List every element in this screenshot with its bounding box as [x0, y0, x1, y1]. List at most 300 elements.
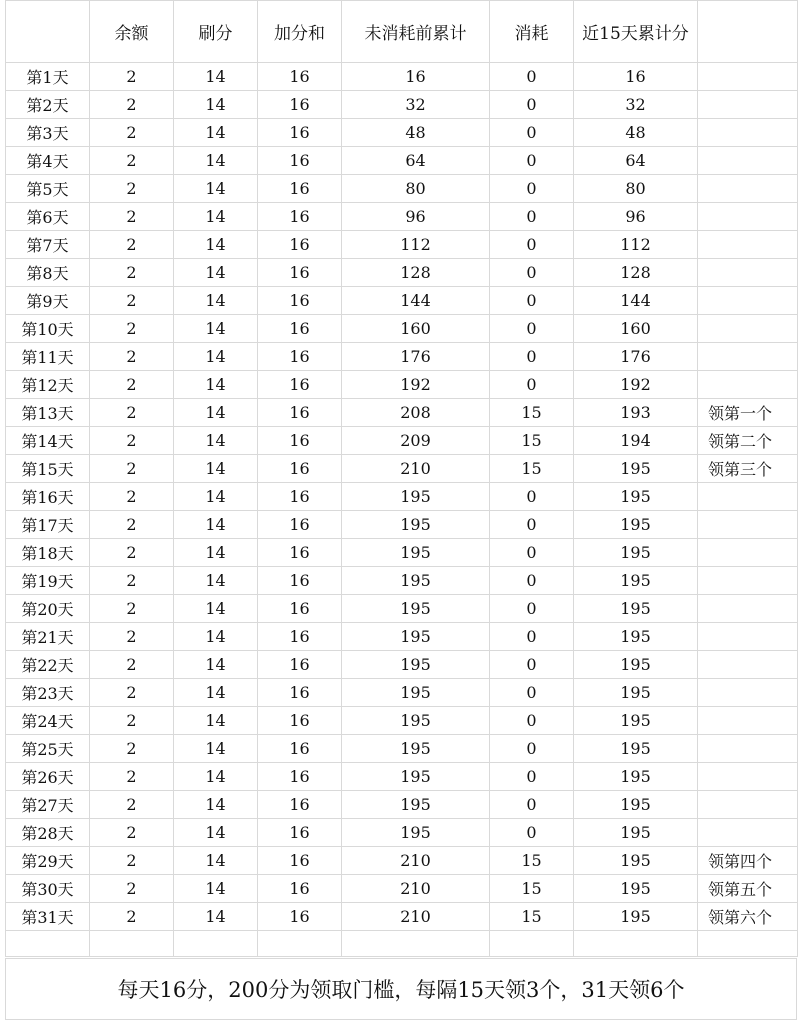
cell-note[interactable]: [698, 623, 798, 651]
cell-note[interactable]: [698, 259, 798, 287]
cell-note[interactable]: [698, 231, 798, 259]
cell-cumulative-before-spend[interactable]: 160: [342, 315, 490, 343]
cell-spent[interactable]: 0: [490, 203, 574, 231]
cell-earned[interactable]: 14: [174, 679, 258, 707]
cell-daily-sum[interactable]: 16: [258, 203, 342, 231]
cell-spent[interactable]: 15: [490, 875, 574, 903]
cell-balance[interactable]: 2: [90, 231, 174, 259]
cell-balance[interactable]: 2: [90, 791, 174, 819]
cell-cumulative-before-spend[interactable]: 144: [342, 287, 490, 315]
cell-day[interactable]: 第9天: [6, 287, 90, 315]
cell-daily-sum[interactable]: 16: [258, 315, 342, 343]
cell-note[interactable]: [698, 567, 798, 595]
empty-cell[interactable]: [258, 931, 342, 957]
cell-balance[interactable]: 2: [90, 707, 174, 735]
cell-15-day-total[interactable]: 176: [574, 343, 698, 371]
cell-15-day-total[interactable]: 195: [574, 847, 698, 875]
cell-cumulative-before-spend[interactable]: 112: [342, 231, 490, 259]
cell-day[interactable]: 第24天: [6, 707, 90, 735]
header-row: [6, 1, 798, 63]
cell-day[interactable]: 第23天: [6, 679, 90, 707]
table-row: [6, 455, 798, 483]
cell-spent[interactable]: 0: [490, 343, 574, 371]
cell-cumulative-before-spend[interactable]: 195: [342, 651, 490, 679]
empty-cell[interactable]: [174, 931, 258, 957]
cell-note[interactable]: 领第一个: [698, 399, 798, 427]
cell-15-day-total[interactable]: 195: [574, 623, 698, 651]
header-cell-balance[interactable]: 余额: [90, 1, 174, 63]
cell-earned[interactable]: 14: [174, 511, 258, 539]
cell-balance[interactable]: 2: [90, 147, 174, 175]
cell-daily-sum[interactable]: 16: [258, 679, 342, 707]
summary-note[interactable]: 每天16分，200分为领取门槛，每隔15天领3个，31天领6个: [5, 958, 797, 1020]
cell-spent[interactable]: 0: [490, 147, 574, 175]
cell-note[interactable]: [698, 595, 798, 623]
cell-note[interactable]: [698, 483, 798, 511]
cell-note[interactable]: [698, 91, 798, 119]
cell-note[interactable]: [698, 343, 798, 371]
cell-balance[interactable]: 2: [90, 651, 174, 679]
cell-daily-sum[interactable]: 16: [258, 707, 342, 735]
header-cell-15-day-total[interactable]: 近15天累计分: [574, 1, 698, 63]
cell-note[interactable]: [698, 819, 798, 847]
cell-15-day-total[interactable]: 128: [574, 259, 698, 287]
table-row: [6, 763, 798, 791]
cell-earned[interactable]: 14: [174, 539, 258, 567]
cell-earned[interactable]: 14: [174, 875, 258, 903]
cell-earned[interactable]: 14: [174, 203, 258, 231]
cell-spent[interactable]: 0: [490, 539, 574, 567]
table-row: [6, 147, 798, 175]
cell-cumulative-before-spend[interactable]: 195: [342, 483, 490, 511]
cell-day[interactable]: 第30天: [6, 875, 90, 903]
cell-day[interactable]: 第27天: [6, 791, 90, 819]
cell-cumulative-before-spend[interactable]: 210: [342, 455, 490, 483]
cell-day[interactable]: 第15天: [6, 455, 90, 483]
cell-spent[interactable]: 0: [490, 595, 574, 623]
table-row: [6, 735, 798, 763]
cell-15-day-total[interactable]: 80: [574, 175, 698, 203]
cell-day[interactable]: 第29天: [6, 847, 90, 875]
cell-day[interactable]: 第26天: [6, 763, 90, 791]
cell-spent[interactable]: 0: [490, 287, 574, 315]
cell-15-day-total[interactable]: 195: [574, 875, 698, 903]
cell-note[interactable]: [698, 511, 798, 539]
table-row: [6, 259, 798, 287]
cell-15-day-total[interactable]: 16: [574, 63, 698, 91]
cell-earned[interactable]: 14: [174, 343, 258, 371]
cell-earned[interactable]: 14: [174, 567, 258, 595]
header-cell-cumulative-before-spend[interactable]: 未消耗前累计: [342, 1, 490, 63]
cell-spent[interactable]: 15: [490, 903, 574, 931]
table-row: [6, 623, 798, 651]
cell-note[interactable]: [698, 315, 798, 343]
cell-cumulative-before-spend[interactable]: 128: [342, 259, 490, 287]
cell-note[interactable]: [698, 539, 798, 567]
cell-earned[interactable]: 14: [174, 315, 258, 343]
cell-balance[interactable]: 2: [90, 679, 174, 707]
table-row: [6, 595, 798, 623]
cell-daily-sum[interactable]: 16: [258, 623, 342, 651]
cell-15-day-total[interactable]: 195: [574, 455, 698, 483]
cell-daily-sum[interactable]: 16: [258, 903, 342, 931]
cell-note[interactable]: [698, 707, 798, 735]
cell-day[interactable]: 第11天: [6, 343, 90, 371]
empty-cell[interactable]: [6, 931, 90, 957]
cell-15-day-total[interactable]: 144: [574, 287, 698, 315]
empty-cell[interactable]: [698, 931, 798, 957]
cell-day[interactable]: 第17天: [6, 511, 90, 539]
cell-cumulative-before-spend[interactable]: 192: [342, 371, 490, 399]
empty-cell[interactable]: [574, 931, 698, 957]
cell-earned[interactable]: 14: [174, 763, 258, 791]
table-row: [6, 875, 798, 903]
cell-cumulative-before-spend[interactable]: 195: [342, 763, 490, 791]
table-row: [6, 819, 798, 847]
cell-daily-sum[interactable]: 16: [258, 427, 342, 455]
cell-earned[interactable]: 14: [174, 847, 258, 875]
cell-day[interactable]: 第3天: [6, 119, 90, 147]
header-cell-spent[interactable]: 消耗: [490, 1, 574, 63]
cell-balance[interactable]: 2: [90, 427, 174, 455]
cell-15-day-total[interactable]: 195: [574, 763, 698, 791]
cell-15-day-total[interactable]: 160: [574, 315, 698, 343]
cell-cumulative-before-spend[interactable]: 195: [342, 791, 490, 819]
table-row: [6, 231, 798, 259]
cell-spent[interactable]: 0: [490, 791, 574, 819]
cell-cumulative-before-spend[interactable]: 64: [342, 147, 490, 175]
cell-earned[interactable]: 14: [174, 903, 258, 931]
header-cell-corner[interactable]: [6, 1, 90, 63]
cell-balance[interactable]: 2: [90, 735, 174, 763]
cell-cumulative-before-spend[interactable]: 32: [342, 91, 490, 119]
cell-note[interactable]: [698, 175, 798, 203]
cell-daily-sum[interactable]: 16: [258, 147, 342, 175]
cell-balance[interactable]: 2: [90, 511, 174, 539]
table-row: [6, 371, 798, 399]
cell-day[interactable]: 第20天: [6, 595, 90, 623]
cell-note[interactable]: [698, 651, 798, 679]
cell-15-day-total[interactable]: 195: [574, 595, 698, 623]
cell-spent[interactable]: 0: [490, 651, 574, 679]
cell-daily-sum[interactable]: 16: [258, 651, 342, 679]
table-row: [6, 175, 798, 203]
cell-cumulative-before-spend[interactable]: 195: [342, 707, 490, 735]
cell-15-day-total[interactable]: 48: [574, 119, 698, 147]
cell-balance[interactable]: 2: [90, 483, 174, 511]
cell-spent[interactable]: 0: [490, 259, 574, 287]
cell-cumulative-before-spend[interactable]: 195: [342, 539, 490, 567]
cell-15-day-total[interactable]: 112: [574, 231, 698, 259]
cell-daily-sum[interactable]: 16: [258, 791, 342, 819]
cell-balance[interactable]: 2: [90, 847, 174, 875]
cell-note[interactable]: [698, 203, 798, 231]
cell-balance[interactable]: 2: [90, 763, 174, 791]
cell-day[interactable]: 第14天: [6, 427, 90, 455]
cell-daily-sum[interactable]: 16: [258, 735, 342, 763]
cell-spent[interactable]: 15: [490, 455, 574, 483]
cell-note[interactable]: 领第二个: [698, 427, 798, 455]
cell-balance[interactable]: 2: [90, 875, 174, 903]
cell-daily-sum[interactable]: 16: [258, 371, 342, 399]
table-row: [6, 791, 798, 819]
cell-spent[interactable]: 15: [490, 399, 574, 427]
cell-earned[interactable]: 14: [174, 707, 258, 735]
cell-earned[interactable]: 14: [174, 399, 258, 427]
cell-earned[interactable]: 14: [174, 231, 258, 259]
cell-note[interactable]: [698, 63, 798, 91]
cell-cumulative-before-spend[interactable]: 195: [342, 735, 490, 763]
cell-earned[interactable]: 14: [174, 91, 258, 119]
cell-spent[interactable]: 0: [490, 567, 574, 595]
table-row: [6, 707, 798, 735]
cell-daily-sum[interactable]: 16: [258, 595, 342, 623]
cell-spent[interactable]: 0: [490, 735, 574, 763]
cell-spent[interactable]: 0: [490, 119, 574, 147]
table-row: [6, 903, 798, 931]
cell-balance[interactable]: 2: [90, 539, 174, 567]
cell-balance[interactable]: 2: [90, 175, 174, 203]
cell-earned[interactable]: 14: [174, 651, 258, 679]
cell-day[interactable]: 第13天: [6, 399, 90, 427]
cell-balance[interactable]: 2: [90, 287, 174, 315]
cell-note[interactable]: 领第六个: [698, 903, 798, 931]
cell-balance[interactable]: 2: [90, 903, 174, 931]
cell-15-day-total[interactable]: 195: [574, 539, 698, 567]
cell-day[interactable]: 第18天: [6, 539, 90, 567]
cell-daily-sum[interactable]: 16: [258, 231, 342, 259]
cell-earned[interactable]: 14: [174, 147, 258, 175]
cell-daily-sum[interactable]: 16: [258, 483, 342, 511]
cell-day[interactable]: 第6天: [6, 203, 90, 231]
cell-15-day-total[interactable]: 195: [574, 651, 698, 679]
table-row: [6, 203, 798, 231]
cell-earned[interactable]: 14: [174, 287, 258, 315]
cell-spent[interactable]: 0: [490, 707, 574, 735]
cell-note[interactable]: [698, 763, 798, 791]
cell-balance[interactable]: 2: [90, 203, 174, 231]
cell-balance[interactable]: 2: [90, 343, 174, 371]
cell-day[interactable]: 第10天: [6, 315, 90, 343]
cell-balance[interactable]: 2: [90, 371, 174, 399]
cell-day[interactable]: 第22天: [6, 651, 90, 679]
cell-15-day-total[interactable]: 195: [574, 735, 698, 763]
cell-daily-sum[interactable]: 16: [258, 847, 342, 875]
table-row: [6, 315, 798, 343]
cell-spent[interactable]: 0: [490, 91, 574, 119]
cell-spent[interactable]: 15: [490, 427, 574, 455]
table-row: [6, 651, 798, 679]
cell-day[interactable]: 第25天: [6, 735, 90, 763]
cell-cumulative-before-spend[interactable]: 210: [342, 847, 490, 875]
cell-daily-sum[interactable]: 16: [258, 175, 342, 203]
cell-15-day-total[interactable]: 96: [574, 203, 698, 231]
cell-balance[interactable]: 2: [90, 91, 174, 119]
cell-cumulative-before-spend[interactable]: 195: [342, 623, 490, 651]
table-row: [6, 427, 798, 455]
cell-spent[interactable]: 0: [490, 623, 574, 651]
cell-note[interactable]: [698, 735, 798, 763]
table-row: [6, 63, 798, 91]
header-cell-notes[interactable]: [698, 1, 798, 63]
cell-15-day-total[interactable]: 32: [574, 91, 698, 119]
cell-spent[interactable]: 0: [490, 63, 574, 91]
cell-15-day-total[interactable]: 195: [574, 567, 698, 595]
cell-note[interactable]: [698, 147, 798, 175]
cell-balance[interactable]: 2: [90, 819, 174, 847]
cell-day[interactable]: 第21天: [6, 623, 90, 651]
cell-earned[interactable]: 14: [174, 119, 258, 147]
cell-earned[interactable]: 14: [174, 63, 258, 91]
cell-daily-sum[interactable]: 16: [258, 455, 342, 483]
cell-daily-sum[interactable]: 16: [258, 567, 342, 595]
cell-15-day-total[interactable]: 195: [574, 903, 698, 931]
cell-cumulative-before-spend[interactable]: 195: [342, 511, 490, 539]
cell-day[interactable]: 第4天: [6, 147, 90, 175]
cell-daily-sum[interactable]: 16: [258, 259, 342, 287]
cell-cumulative-before-spend[interactable]: 176: [342, 343, 490, 371]
empty-cell[interactable]: [90, 931, 174, 957]
header-cell-daily-sum[interactable]: 加分和: [258, 1, 342, 63]
cell-earned[interactable]: 14: [174, 623, 258, 651]
empty-cell[interactable]: [342, 931, 490, 957]
cell-daily-sum[interactable]: 16: [258, 287, 342, 315]
cell-daily-sum[interactable]: 16: [258, 91, 342, 119]
cell-day[interactable]: 第28天: [6, 819, 90, 847]
cell-cumulative-before-spend[interactable]: 208: [342, 399, 490, 427]
cell-earned[interactable]: 14: [174, 819, 258, 847]
table-row: [6, 539, 798, 567]
cell-15-day-total[interactable]: 195: [574, 679, 698, 707]
empty-row: [6, 931, 798, 957]
table-body: [6, 63, 798, 957]
cell-15-day-total[interactable]: 195: [574, 511, 698, 539]
cell-15-day-total[interactable]: 195: [574, 819, 698, 847]
table-row: [6, 287, 798, 315]
cell-spent[interactable]: 0: [490, 763, 574, 791]
cell-cumulative-before-spend[interactable]: 209: [342, 427, 490, 455]
cell-balance[interactable]: 2: [90, 595, 174, 623]
table-row: [6, 343, 798, 371]
cell-earned[interactable]: 14: [174, 595, 258, 623]
cell-day[interactable]: 第7天: [6, 231, 90, 259]
points-table: [5, 0, 798, 957]
cell-15-day-total[interactable]: 194: [574, 427, 698, 455]
cell-earned[interactable]: 14: [174, 371, 258, 399]
cell-cumulative-before-spend[interactable]: 195: [342, 595, 490, 623]
cell-balance[interactable]: 2: [90, 63, 174, 91]
cell-earned[interactable]: 14: [174, 455, 258, 483]
cell-note[interactable]: 领第四个: [698, 847, 798, 875]
cell-balance[interactable]: 2: [90, 315, 174, 343]
cell-spent[interactable]: 0: [490, 175, 574, 203]
cell-earned[interactable]: 14: [174, 735, 258, 763]
cell-spent[interactable]: 0: [490, 819, 574, 847]
cell-15-day-total[interactable]: 195: [574, 483, 698, 511]
table-row: [6, 119, 798, 147]
cell-daily-sum[interactable]: 16: [258, 539, 342, 567]
cell-spent[interactable]: 0: [490, 231, 574, 259]
cell-daily-sum[interactable]: 16: [258, 343, 342, 371]
cell-daily-sum[interactable]: 16: [258, 819, 342, 847]
cell-spent[interactable]: 0: [490, 679, 574, 707]
table-row: [6, 91, 798, 119]
cell-earned[interactable]: 14: [174, 259, 258, 287]
cell-daily-sum[interactable]: 16: [258, 763, 342, 791]
cell-balance[interactable]: 2: [90, 259, 174, 287]
cell-day[interactable]: 第5天: [6, 175, 90, 203]
cell-15-day-total[interactable]: 193: [574, 399, 698, 427]
cell-day[interactable]: 第8天: [6, 259, 90, 287]
cell-cumulative-before-spend[interactable]: 48: [342, 119, 490, 147]
cell-15-day-total[interactable]: 192: [574, 371, 698, 399]
table-row: [6, 567, 798, 595]
cell-cumulative-before-spend[interactable]: 80: [342, 175, 490, 203]
empty-cell[interactable]: [490, 931, 574, 957]
cell-day[interactable]: 第1天: [6, 63, 90, 91]
cell-note[interactable]: [698, 371, 798, 399]
cell-balance[interactable]: 2: [90, 567, 174, 595]
cell-daily-sum[interactable]: 16: [258, 511, 342, 539]
cell-balance[interactable]: 2: [90, 119, 174, 147]
cell-note[interactable]: 领第三个: [698, 455, 798, 483]
cell-balance[interactable]: 2: [90, 623, 174, 651]
cell-note[interactable]: [698, 791, 798, 819]
cell-daily-sum[interactable]: 16: [258, 399, 342, 427]
cell-cumulative-before-spend[interactable]: 210: [342, 875, 490, 903]
cell-cumulative-before-spend[interactable]: 16: [342, 63, 490, 91]
cell-cumulative-before-spend[interactable]: 195: [342, 567, 490, 595]
cell-day[interactable]: 第31天: [6, 903, 90, 931]
cell-day[interactable]: 第2天: [6, 91, 90, 119]
cell-cumulative-before-spend[interactable]: 195: [342, 819, 490, 847]
cell-note[interactable]: [698, 287, 798, 315]
cell-spent[interactable]: 0: [490, 511, 574, 539]
cell-cumulative-before-spend[interactable]: 96: [342, 203, 490, 231]
cell-15-day-total[interactable]: 64: [574, 147, 698, 175]
cell-earned[interactable]: 14: [174, 791, 258, 819]
cell-note[interactable]: [698, 119, 798, 147]
cell-balance[interactable]: 2: [90, 455, 174, 483]
table-row: [6, 847, 798, 875]
header-cell-earned[interactable]: 刷分: [174, 1, 258, 63]
cell-cumulative-before-spend[interactable]: 195: [342, 679, 490, 707]
table-row: [6, 399, 798, 427]
table-row: [6, 679, 798, 707]
table-row: [6, 483, 798, 511]
cell-spent[interactable]: 15: [490, 847, 574, 875]
cell-earned[interactable]: 14: [174, 483, 258, 511]
cell-earned[interactable]: 14: [174, 427, 258, 455]
cell-15-day-total[interactable]: 195: [574, 707, 698, 735]
table-row: [6, 511, 798, 539]
cell-day[interactable]: 第16天: [6, 483, 90, 511]
cell-note[interactable]: [698, 679, 798, 707]
cell-daily-sum[interactable]: 16: [258, 63, 342, 91]
cell-balance[interactable]: 2: [90, 399, 174, 427]
cell-note[interactable]: 领第五个: [698, 875, 798, 903]
cell-cumulative-before-spend[interactable]: 210: [342, 903, 490, 931]
cell-daily-sum[interactable]: 16: [258, 119, 342, 147]
cell-spent[interactable]: 0: [490, 483, 574, 511]
cell-earned[interactable]: 14: [174, 175, 258, 203]
cell-daily-sum[interactable]: 16: [258, 875, 342, 903]
cell-day[interactable]: 第12天: [6, 371, 90, 399]
cell-spent[interactable]: 0: [490, 371, 574, 399]
cell-spent[interactable]: 0: [490, 315, 574, 343]
cell-15-day-total[interactable]: 195: [574, 791, 698, 819]
cell-day[interactable]: 第19天: [6, 567, 90, 595]
